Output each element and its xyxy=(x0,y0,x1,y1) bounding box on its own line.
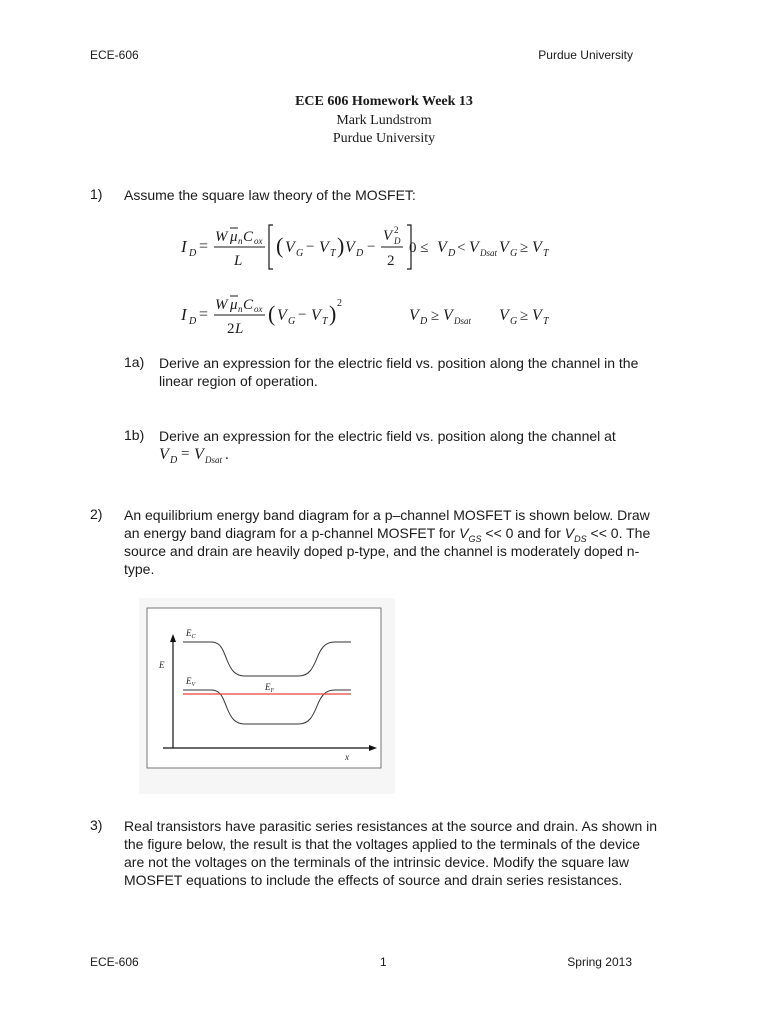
q1b-condition-math xyxy=(157,443,237,467)
svg-text:G: G xyxy=(510,316,518,327)
svg-text:V: V xyxy=(285,239,295,256)
institution: Purdue University xyxy=(332,131,436,146)
q2-line3: source and drain are heavily doped p-type, and the channel is moderately doped n- xyxy=(124,543,640,559)
x-axis-label: x xyxy=(345,752,349,762)
svg-text:C: C xyxy=(243,229,254,245)
q1-text: Assume the square law theory of the MOSFET: xyxy=(124,187,416,203)
svg-text:V: V xyxy=(311,307,321,324)
svg-text:Dsat: Dsat xyxy=(454,316,472,326)
svg-text:V: V xyxy=(499,239,509,256)
svg-text:−: − xyxy=(367,239,376,255)
footer-course: ECE-606 xyxy=(90,955,139,969)
svg-text:.: . xyxy=(225,447,229,463)
svg-text:T: T xyxy=(322,316,328,327)
q1a-line2: linear region of operation. xyxy=(159,373,318,389)
svg-text:Dsat: Dsat xyxy=(205,455,223,465)
svg-text:≥: ≥ xyxy=(520,240,529,256)
svg-text:2: 2 xyxy=(337,298,342,309)
svg-text:2: 2 xyxy=(394,225,399,235)
svg-text:V: V xyxy=(409,307,419,324)
svg-text:V: V xyxy=(437,239,447,256)
svg-text:μ: μ xyxy=(230,297,238,313)
svg-text:V: V xyxy=(383,228,393,244)
svg-text:D: D xyxy=(170,455,178,466)
svg-text:≥: ≥ xyxy=(520,308,529,324)
svg-text:W: W xyxy=(215,297,228,313)
svg-text:−: − xyxy=(298,307,307,323)
svg-text:≥: ≥ xyxy=(431,308,440,324)
band-diagram-figure xyxy=(139,598,395,794)
ef-label: E xyxy=(265,682,271,692)
svg-text:−: − xyxy=(306,239,315,255)
svg-text:G: G xyxy=(510,248,518,259)
header-university: Purdue University xyxy=(538,48,633,62)
svg-text:=: = xyxy=(199,238,209,255)
svg-text:C: C xyxy=(243,297,254,313)
header-course: ECE-606 xyxy=(90,48,139,62)
svg-text:L: L xyxy=(234,253,243,269)
svg-text:ox: ox xyxy=(254,304,263,314)
svg-text:V: V xyxy=(443,307,453,324)
svg-text:W: W xyxy=(215,229,228,245)
q1a-label: 1a) xyxy=(124,354,145,370)
vgs-symbol: $V_{GS}$ xyxy=(459,525,482,544)
svg-text:D: D xyxy=(189,248,197,259)
page-title: ECE 606 Homework Week 13 xyxy=(295,94,473,109)
svg-text:D: D xyxy=(420,316,428,327)
q3-line1: Real transistors have parasitic series resistances at the source and drain. As shown in xyxy=(124,818,658,834)
svg-text:D: D xyxy=(189,316,197,327)
q3-line4: MOSFET equations to include the effects of source and drain series resistances. xyxy=(124,872,623,888)
svg-text:2: 2 xyxy=(227,321,235,337)
svg-text:): ) xyxy=(337,233,345,258)
svg-text:): ) xyxy=(329,301,337,326)
q2-number: 2) xyxy=(90,506,103,522)
q3-line3: are not the voltages on the terminals of the intrinsic device. Modify the square law xyxy=(124,854,630,870)
svg-text:I: I xyxy=(181,305,187,324)
svg-text:V: V xyxy=(532,239,542,256)
svg-text:V: V xyxy=(499,307,509,324)
ev-label: E xyxy=(186,676,192,686)
svg-text:(: ( xyxy=(276,233,284,258)
equation-linear xyxy=(175,220,565,274)
svg-text:V: V xyxy=(532,307,542,324)
svg-text:V: V xyxy=(469,239,479,256)
svg-text:V: V xyxy=(194,446,204,463)
y-axis-label: E xyxy=(159,660,165,670)
ef-sub: F xyxy=(270,688,275,694)
ec-sub: C xyxy=(191,634,196,640)
q1b-label: 1b) xyxy=(124,427,145,443)
q2-line2-pre: an energy band diagram for a p-channel MOSFET for xyxy=(124,525,460,541)
equation-saturation xyxy=(175,290,565,338)
svg-text:=: = xyxy=(199,306,209,323)
svg-text:V: V xyxy=(159,446,169,463)
ec-label: E xyxy=(186,628,192,638)
author: Mark Lundstrom xyxy=(336,113,432,128)
svg-text:(: ( xyxy=(268,301,276,326)
page-number: 1 xyxy=(380,955,387,969)
svg-text:=: = xyxy=(181,446,190,462)
q1-number: 1) xyxy=(90,186,103,202)
svg-text:2: 2 xyxy=(387,253,395,269)
svg-text:<: < xyxy=(457,240,466,256)
svg-text:Dsat: Dsat xyxy=(480,248,498,258)
svg-text:V: V xyxy=(345,239,355,256)
q2-line2-mid: << 0 and for xyxy=(481,525,565,541)
svg-text:D: D xyxy=(448,248,456,259)
svg-text:n: n xyxy=(238,236,243,246)
q3-number: 3) xyxy=(90,817,103,833)
q1a-line1: Derive an expression for the electric field vs. position along the channel in the xyxy=(159,355,639,371)
svg-text:T: T xyxy=(330,248,336,259)
svg-text:G: G xyxy=(296,248,304,259)
svg-text:D: D xyxy=(394,236,401,246)
svg-text:V: V xyxy=(277,307,287,324)
ev-sub: V xyxy=(191,682,196,688)
svg-text:n: n xyxy=(238,304,243,314)
svg-text:D: D xyxy=(356,248,364,259)
q1b-line1: Derive an expression for the electric field vs. position along the channel at xyxy=(159,428,616,444)
q2-line1: An equilibrium energy band diagram for a p–channel MOSFET is shown below. Draw xyxy=(124,507,650,523)
q3-line2: the figure below, the result is that the voltages applied to the terminals of the device xyxy=(124,836,640,852)
q2-line2-post: << 0. The xyxy=(586,525,651,541)
svg-text:ox: ox xyxy=(254,236,263,246)
svg-text:T: T xyxy=(543,316,549,327)
svg-text:V: V xyxy=(319,239,329,256)
figure-frame xyxy=(147,608,381,768)
vds-symbol: $V_{DS}$ xyxy=(564,525,587,544)
q2-line4: type. xyxy=(124,561,155,577)
svg-text:μ: μ xyxy=(230,229,238,245)
svg-text:I: I xyxy=(181,237,187,256)
svg-text:G: G xyxy=(288,316,296,327)
footer-term: Spring 2013 xyxy=(567,955,632,969)
band-diagram-svg xyxy=(139,598,395,794)
svg-text:L: L xyxy=(235,321,244,337)
svg-text:0 ≤: 0 ≤ xyxy=(409,240,429,256)
svg-text:T: T xyxy=(543,248,549,259)
